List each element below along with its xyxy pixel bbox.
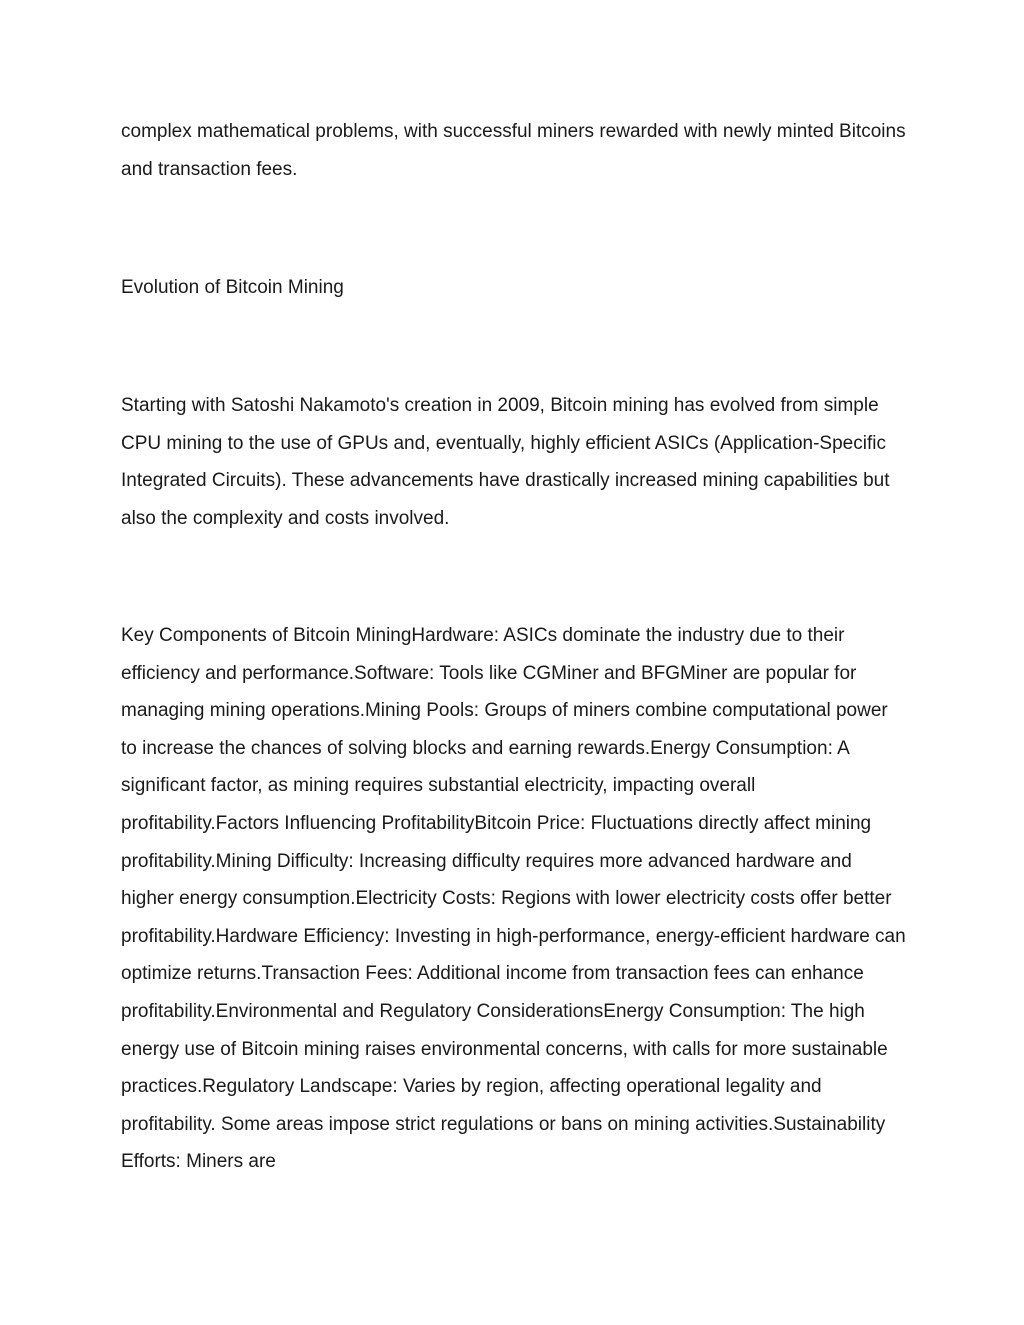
paragraph-evolution: Starting with Satoshi Nakamoto's creation in 2009, Bitcoin mining has evolved from simple CPU mining to the use of GPUs and, eventually, highly efficient ASICs (Application-Specific Integrated Circuits). These advancements have drastically increased mining capabilities but also the complexity and costs involved. <box>121 395 890 529</box>
paragraph-key-components: Key Components of Bitcoin MiningHardware: ASICs dominate the industry due to their efficiency and performance.Software: Tools like CGMiner and BFGMiner are popular for managing mining operations.Mining Pools: Groups of miners combine computational power to increase the chances of solving blocks and earning rewards.Energy Consumption: A significant factor, as mining requires substantial electricity, impacting overall profitability.Factors Influencing ProfitabilityBitcoin Price: Fluctuations directly affect mining profitability.Mining Difficulty: Increasing difficulty requires more advanced hardware and higher energy consumption.Electricity Costs: Regions with lower electricity costs offer better profitability.Hardware Efficiency: Investing in high-performance, energy-efficient hardware can optimize returns.Transaction Fees: Additional income from transaction fees can enhance profitability.Environmental and Regulatory ConsiderationsEnergy Consumption: The high energy use of Bitcoin mining raises environmental concerns, with calls for more sustainable practices.Regulatory Landscape: Varies by region, affecting operational legality and profitability. Some areas impose strict regulations or bans on mining activities.Sustainability Efforts: Miners are <box>121 625 906 1173</box>
section-heading-evolution: Evolution of Bitcoin Mining <box>121 277 344 298</box>
paragraph-mining-rewards: complex mathematical problems, with successful miners rewarded with newly minted Bitcoins and transaction fees. <box>121 121 906 180</box>
